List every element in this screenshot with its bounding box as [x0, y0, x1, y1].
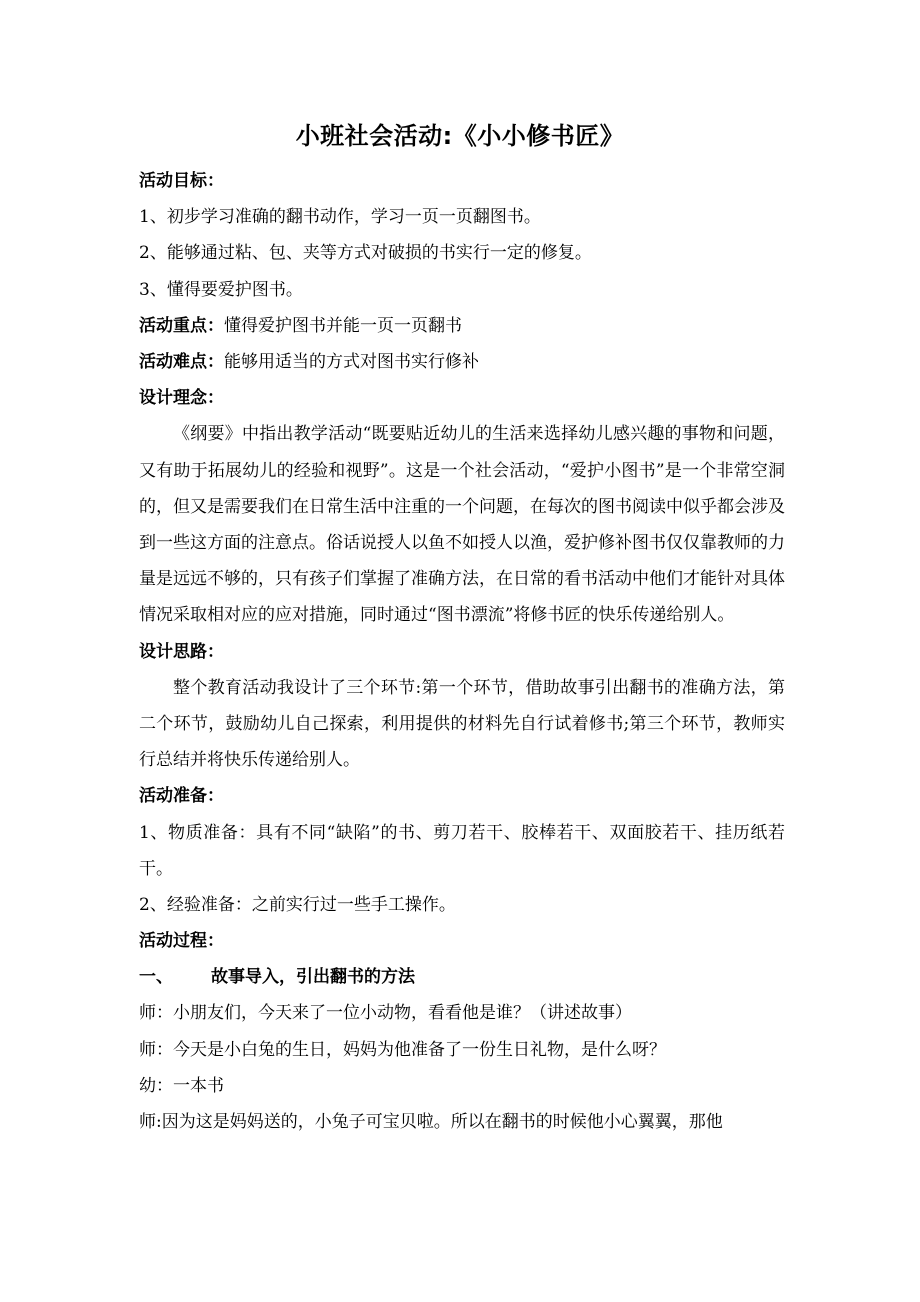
goal-item-3: 3、懂得要爱护图书。 — [139, 279, 303, 300]
difficulty-label: 活动难点： — [139, 351, 224, 372]
section-1-number: 一、 — [139, 967, 173, 988]
goal-item-1: 1、初步学习准确的翻书动作，学习一页一页翻图书。 — [139, 207, 541, 228]
thinking-paragraph: 整个教育活动我设计了三个环节:第一个环节，借助故事引出翻书的准确方法，第二个环节，鼓励幼儿自己探索，利用提供的材料先自行试着修书;第三个环节，教师实行总结并将快乐传递给别人。 — [139, 677, 785, 771]
goals-heading: 活动目标： — [139, 171, 224, 191]
preparation-heading: 活动准备： — [139, 786, 224, 807]
process-heading: 活动过程： — [139, 931, 224, 952]
concept-paragraph: 《纲要》中指出教学活动“既要贴近幼儿的生活来选择幼儿感兴趣的事物和问题，又有助于拓展幼儿的经验和视野”。这是一个社会活动，“爱护小图书”是一个非常空洞的，但又是需要我们在日常生活中注重的一个问题，在每次的图书阅读中似乎都会涉及到一些这方面的注意点。俗话说授人以鱼不如授人以渔，爱护修补图书仅仅靠教师的力量是远远不够的，只有孩子们掌握了准确方法，在日常的看书活动中他们才能针对具体情况采取相对应的应对措施，同时通过“图书漂流”将修书匠的快乐传递给别人。 — [139, 424, 785, 626]
process-section-1 — [139, 959, 785, 995]
goal-item-2: 2、能够通过粘、包、夹等方式对破损的书实行一定的修复。 — [139, 243, 592, 264]
dialogue-line-4: 师:因为这是妈妈送的，小兔子可宝贝啦。所以在翻书的时候他小心翼翼，那他 — [139, 1112, 723, 1133]
preparation-item-1: 1、物质准备：具有不同“缺陷”的书、剪刀若干、胶棒若干、双面胶若干、挂历纸若干。 — [139, 822, 785, 879]
key-point-label: 活动重点： — [139, 315, 224, 336]
dialogue-line-1: 师：小朋友们，今天来了一位小动物，看看他是谁？（讲述故事） — [139, 1003, 632, 1024]
dialogue-line-3: 幼：一本书 — [139, 1075, 224, 1096]
difficulty-line — [139, 344, 785, 380]
section-1-title: 故事导入，引出翻书的方法 — [211, 967, 415, 988]
dialogue-line-2: 师：今天是小白兔的生日，妈妈为他准备了一份生日礼物，是什么呀？ — [139, 1039, 666, 1060]
concept-heading: 设计理念： — [139, 388, 224, 409]
key-point-line — [139, 308, 785, 344]
document-title: 小班社会活动:《小小修书匠》 — [295, 122, 625, 150]
preparation-item-2: 2、经验准备：之前实行过一些手工操作。 — [139, 894, 456, 915]
document-body — [139, 163, 785, 1140]
thinking-heading: 设计思路： — [139, 641, 224, 662]
difficulty-text: 能够用适当的方式对图书实行修补 — [224, 351, 479, 372]
key-point-text: 懂得爱护图书并能一页一页翻书 — [224, 315, 462, 336]
